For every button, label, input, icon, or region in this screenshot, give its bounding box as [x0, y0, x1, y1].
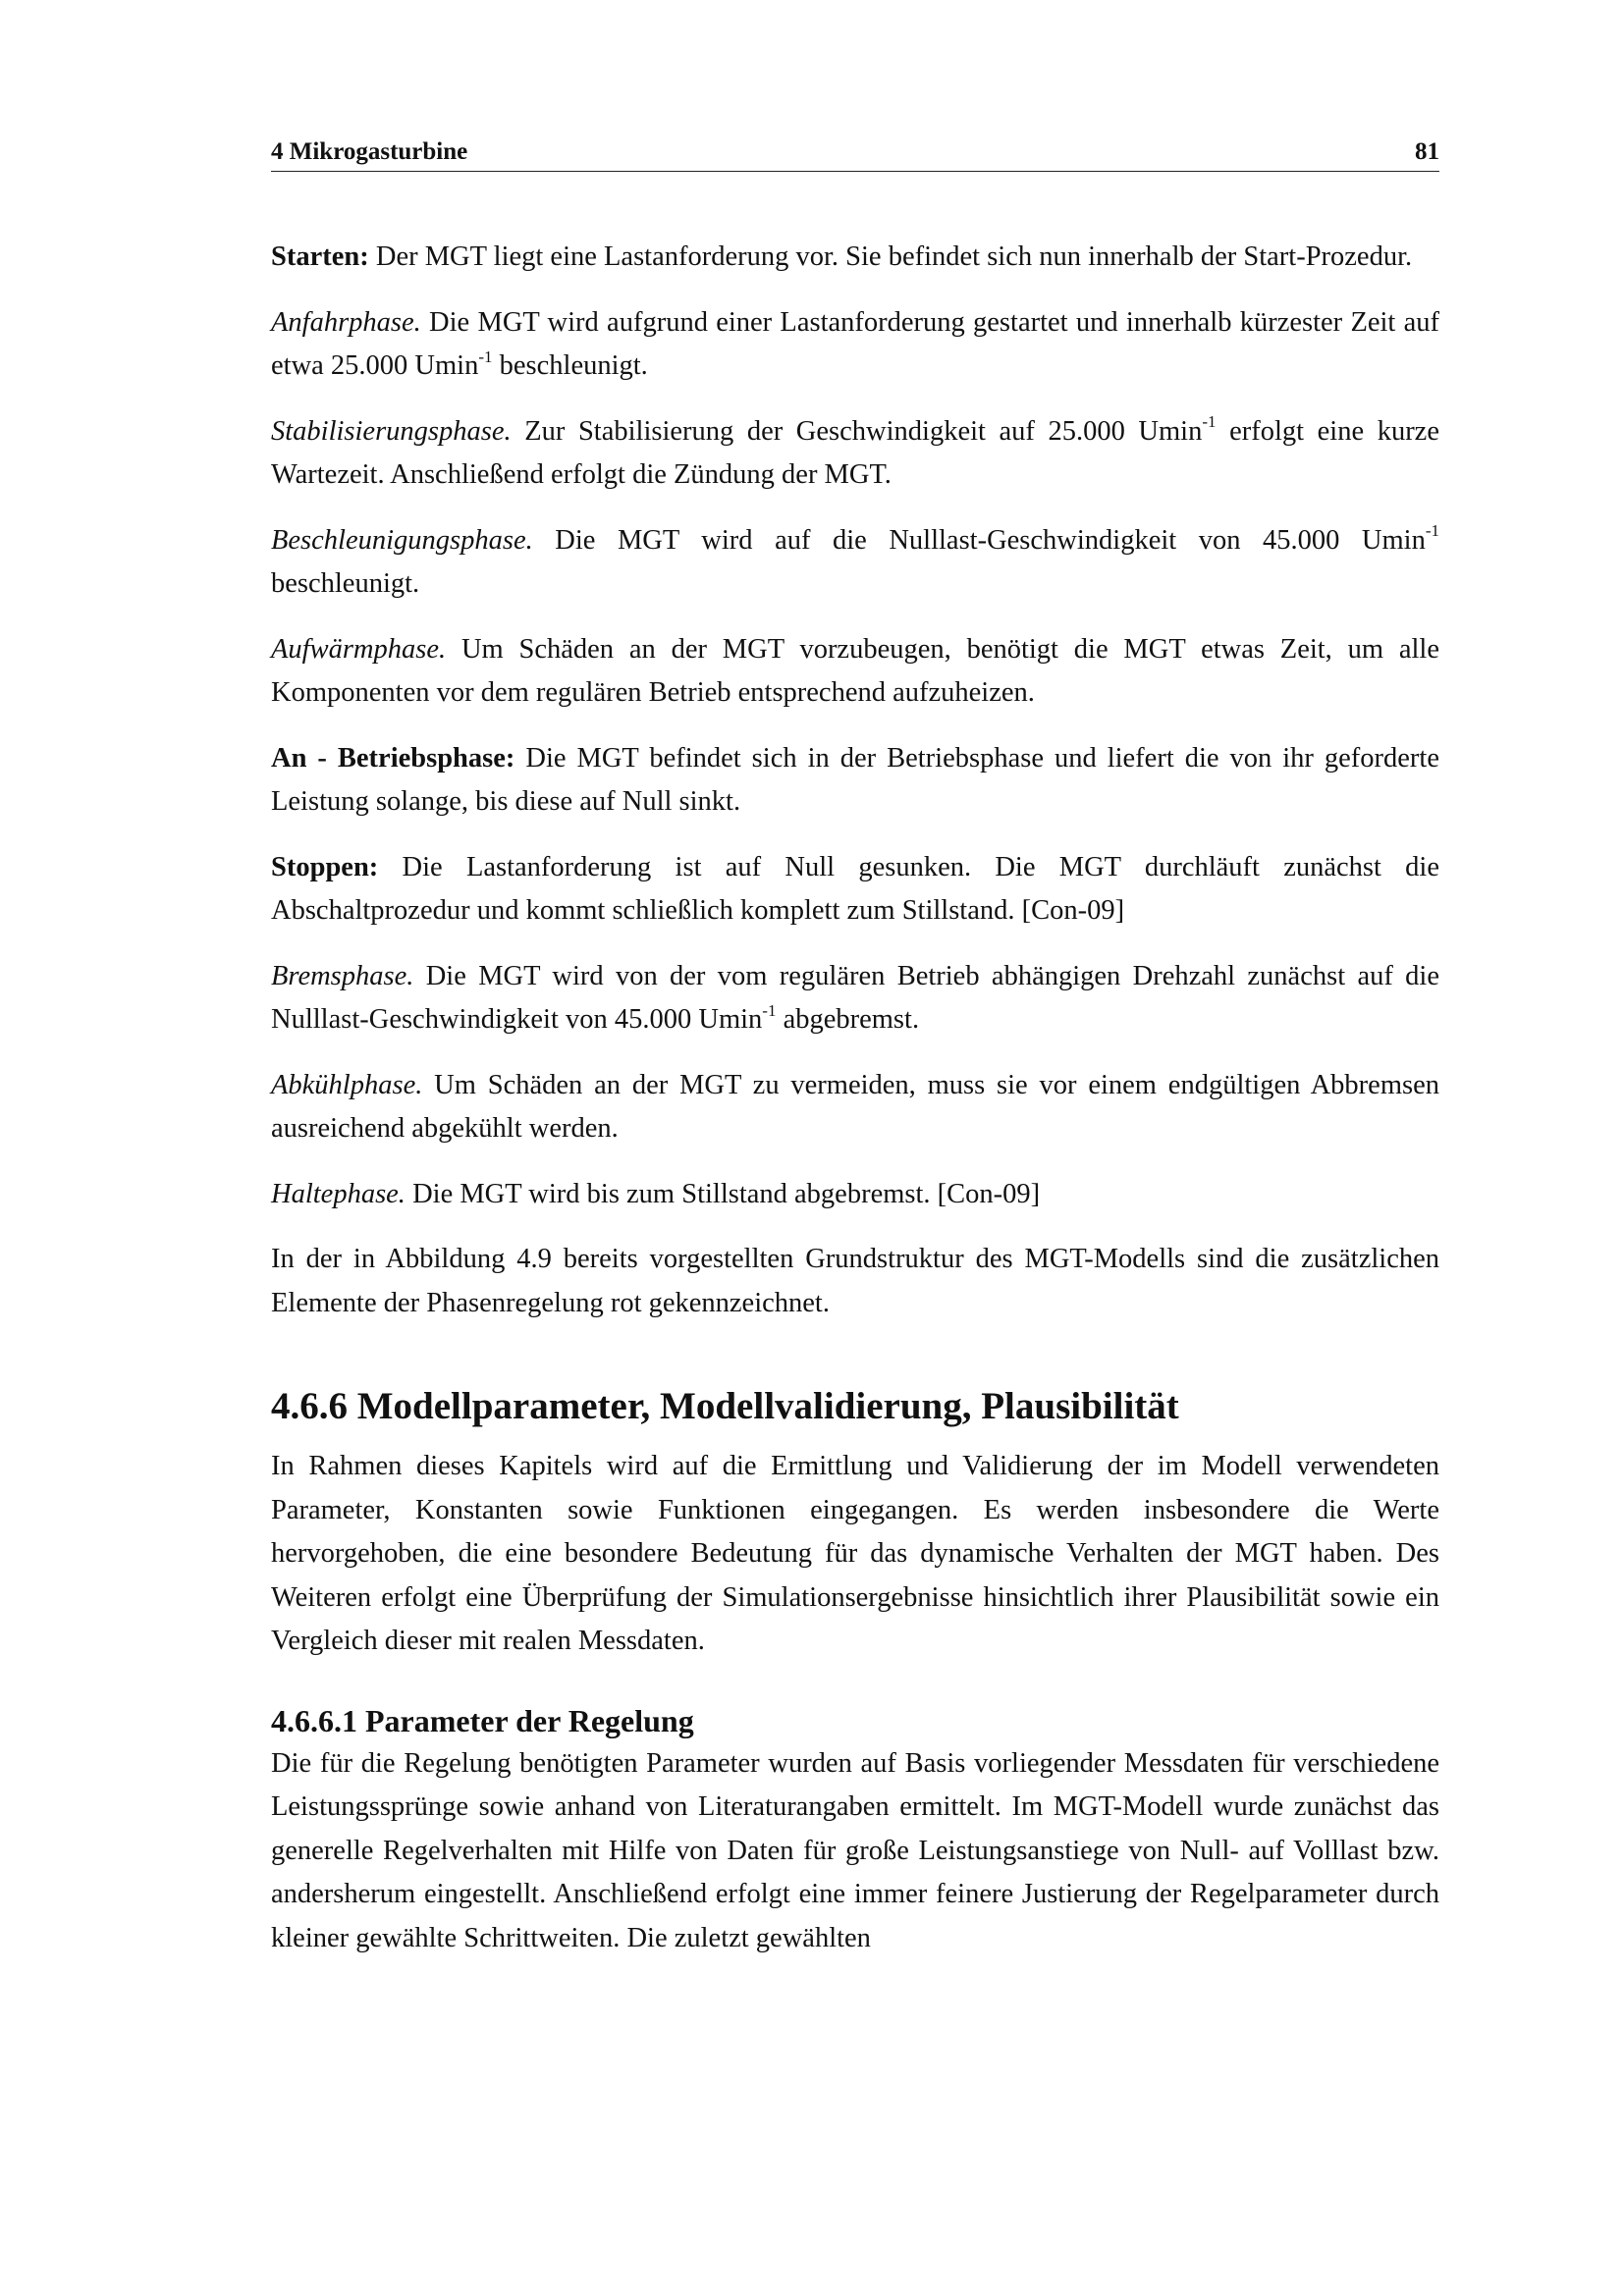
phase-text: Die MGT wird aufgrund einer Lastanforderung gestartet und innerhalb kürzester Zeit auf etwa 25.000 Umin	[271, 306, 1439, 381]
superscript: -1	[1425, 521, 1439, 540]
intro-paragraph: In der in Abbildung 4.9 bereits vorgestellten Grundstruktur des MGT-Modells sind die zusätzlichen Elemente der Phasenregelung rot gekennzeichnet.	[271, 1244, 1439, 1318]
phase-text: beschleunigt.	[492, 350, 648, 381]
phase-starten	[271, 236, 1439, 280]
section-heading: 4.6.6 Modellparameter, Modellvalidierung, Plausibilität	[271, 1385, 1179, 1427]
phase-label: An - Betriebsphase:	[271, 742, 515, 774]
section-paragraph: In Rahmen dieses Kapitels wird auf die Ermittlung und Validierung der im Modell verwendeten Parameter, Konstanten sowie Funktionen eingegangen. Es werden insbesondere die Werte hervorgehoben, die eine besondere Bedeutung für das dynamische Verhalten der MGT haben. Des Weiteren erfolgt eine Überprüfung der Simulationsergebnisse hinsichtlich ihrer Plausibilität sowie ein Vergleich dieser mit realen Messdaten.	[271, 1451, 1439, 1656]
phase-abkuehlphase	[271, 1064, 1439, 1151]
phase-label: Abkühlphase.	[271, 1069, 423, 1100]
phase-label: Aufwärmphase.	[271, 633, 447, 665]
phase-text: Die MGT wird auf die Nulllast-Geschwindigkeit von 45.000 Umin	[532, 524, 1426, 556]
phase-text: Der MGT liegt eine Lastanforderung vor. Sie befindet sich nun innerhalb der Start-Prozedur.	[368, 241, 1413, 272]
phase-label: Starten:	[271, 241, 369, 272]
superscript: -1	[1202, 412, 1217, 431]
phase-aufwaermphase	[271, 628, 1439, 716]
phase-anfahrphase	[271, 301, 1439, 389]
phase-stoppen	[271, 846, 1439, 934]
phase-label: Stabilisierungsphase.	[271, 415, 512, 447]
phase-label: Anfahrphase.	[271, 306, 421, 338]
subsection-heading: 4.6.6.1 Parameter der Regelung	[271, 1702, 694, 1738]
phase-text: Die MGT wird bis zum Stillstand abgebremst. [Con-09]	[405, 1178, 1041, 1209]
phase-text: Zur Stabilisierung der Geschwindigkeit auf 25.000 Umin	[511, 415, 1203, 447]
page-body	[271, 236, 1439, 1960]
phase-label: Beschleunigungsphase.	[271, 524, 533, 556]
page-number: 81	[1415, 138, 1439, 165]
phase-text: abgebremst.	[776, 1004, 920, 1035]
phase-beschleunigungsphase	[271, 519, 1439, 607]
phase-stabilisierungsphase	[271, 410, 1439, 498]
phase-text: Die MGT wird von der vom regulären Betrieb abhängigen Drehzahl zunächst auf die Nulllast-Geschwindigkeit von 45.000 Umin	[271, 960, 1439, 1035]
phase-haltephase	[271, 1173, 1439, 1217]
superscript: -1	[762, 1000, 777, 1020]
phase-betriebsphase	[271, 737, 1439, 825]
phase-text: Um Schäden an der MGT vorzubeugen, benötigt die MGT etwas Zeit, um alle Komponenten vor dem regulären Betrieb entsprechend aufzuheizen.	[271, 633, 1439, 708]
phase-text: Um Schäden an der MGT zu vermeiden, muss sie vor einem endgültigen Abbremsen ausreichend abgekühlt werden.	[271, 1069, 1439, 1144]
phase-text: Die Lastanforderung ist auf Null gesunken. Die MGT durchläuft zunächst die Abschaltprozedur und kommt schließlich komplett zum Stillstand. [Con-09]	[271, 851, 1439, 926]
phase-label: Haltephase.	[271, 1178, 406, 1209]
phase-bremsphase	[271, 955, 1439, 1042]
superscript: -1	[478, 347, 493, 366]
phase-text: Die MGT befindet sich in der Betriebsphase und liefert die von ihr geforderte Leistung solange, bis diese auf Null sinkt.	[271, 742, 1439, 817]
running-header	[271, 137, 1439, 172]
phase-text: erfolgt eine kurze Wartezeit. Anschließend erfolgt die Zündung der MGT.	[271, 415, 1439, 490]
chapter-title: 4 Mikrogasturbine	[271, 138, 468, 165]
phase-text: beschleunigt.	[271, 568, 420, 599]
phase-label: Bremsphase.	[271, 960, 414, 991]
subsection-paragraph: Die für die Regelung benötigten Parameter wurden auf Basis vorliegender Messdaten für verschiedene Leistungssprünge sowie anhand von Literaturangaben ermittelt. Im MGT-Modell wurde zunächst das generelle Regelverhalten mit Hilfe von Daten für große Leistungsanstiege von Null- auf Volllast bzw. andersherum eingestellt. Anschließend erfolgt eine immer feinere Justierung der Regelparameter durch kleiner gewählte Schrittweiten. Die zuletzt gewählten	[271, 1747, 1439, 1953]
phase-label: Stoppen:	[271, 851, 379, 882]
